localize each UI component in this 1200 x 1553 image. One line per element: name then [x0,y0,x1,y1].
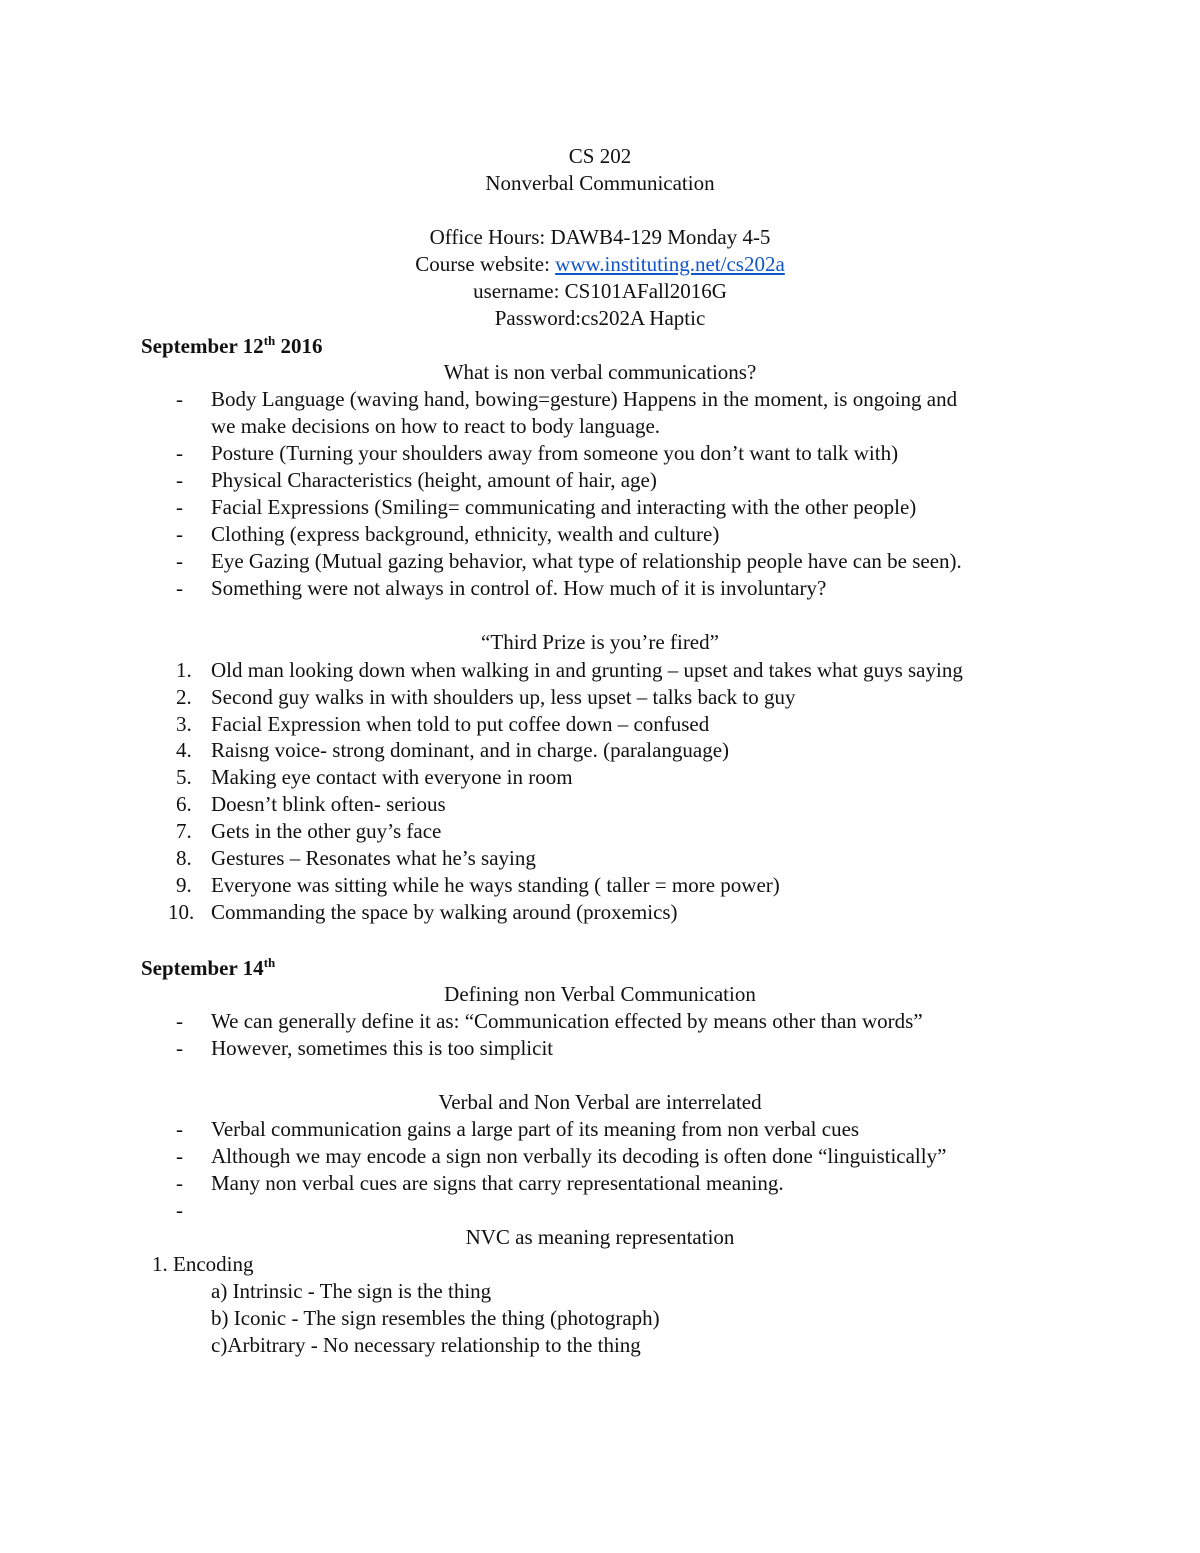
date-heading-sept14 [141,955,275,982]
bullet-dash: - [176,1036,183,1060]
bullet-dash: - [176,441,183,465]
list-item: Posture (Turning your shoulders away from someone you don’t want to talk with) [211,441,899,465]
list-number: 10. [168,900,195,924]
list-number: 5. [176,765,192,789]
section-heading: Defining non Verbal Communication [444,982,756,1006]
numbered-item: Everyone was sitting while he ways standing ( taller = more power) [211,873,780,897]
website-label: Course website: [415,252,556,276]
bullet-dash: - [176,522,183,546]
bullet-dash: - [176,1144,183,1168]
list-item: Something were not always in control of. How much of it is involuntary? [211,576,827,600]
list-number: 8. [176,846,192,870]
encoding-item: b) Iconic - The sign resembles the thing (photograph) [211,1306,660,1330]
course-subject: Nonverbal Communication [485,171,715,195]
bullet-dash: - [176,1198,183,1222]
date-heading-sept12 [141,333,323,360]
list-item: Although we may encode a sign non verbally its decoding is often done “linguistically” [211,1144,947,1168]
list-number: 6. [176,792,192,816]
bullet-dash: - [176,576,183,600]
list-item: Eye Gazing (Mutual gazing behavior, what type of relationship people have can be seen). [211,549,962,573]
list-number: 7. [176,819,192,843]
numbered-item: Raisng voice- strong dominant, and in charge. (paralanguage) [211,738,730,762]
bullet-dash: - [176,468,183,492]
bullet-dash: - [176,549,183,573]
numbered-item: Second guy walks in with shoulders up, less upset – talks back to guy [211,685,796,709]
list-item: Many non verbal cues are signs that carry representational meaning. [211,1171,784,1195]
date-suffix: th [263,955,276,970]
list-item: Verbal communication gains a large part of its meaning from non verbal cues [211,1117,860,1141]
list-item-continuation: we make decisions on how to react to body language. [211,414,661,438]
encoding-item: c)Arbitrary - No necessary relationship to the thing [211,1333,641,1357]
section-heading: Verbal and Non Verbal are interrelated [438,1090,762,1114]
numbered-item: Gets in the other guy’s face [211,819,442,843]
numbered-item: Old man looking down when walking in and grunting – upset and takes what guys saying [211,658,963,682]
list-item: Facial Expressions (Smiling= communicating and interacting with the other people) [211,495,917,519]
video-title: “Third Prize is you’re fired” [481,630,719,654]
course-code: CS 202 [568,144,632,168]
encoding-heading: 1. Encoding [152,1252,254,1276]
list-number: 2. [176,685,192,709]
password: Password:cs202A Haptic [494,306,706,330]
bullet-dash: - [176,1009,183,1033]
username: username: CS101AFall2016G [473,279,727,303]
numbered-item: Commanding the space by walking around (proxemics) [211,900,678,924]
date-suffix: th [263,333,276,348]
bullet-dash: - [176,1171,183,1195]
list-item: However, sometimes this is too simplicit [211,1036,554,1060]
date-main: September 14 [141,956,264,980]
list-item: Body Language (waving hand, bowing=gesture) Happens in the moment, is ongoing and [211,387,958,411]
list-number: 1. [176,658,192,682]
list-number: 9. [176,873,192,897]
list-item: We can generally define it as: “Communication effected by means other than words” [211,1009,923,1033]
bullet-dash: - [176,495,183,519]
office-hours: Office Hours: DAWB4-129 Monday 4-5 [429,225,771,249]
list-number: 4. [176,738,192,762]
list-item: Physical Characteristics (height, amount of hair, age) [211,468,657,492]
numbered-item: Doesn’t blink often- serious [211,792,446,816]
date-main: September 12 [141,334,264,358]
bullet-dash: - [176,1117,183,1141]
encoding-item: a) Intrinsic - The sign is the thing [211,1279,492,1303]
course-website [0,251,1200,278]
numbered-item: Gestures – Resonates what he’s saying [211,846,536,870]
website-link[interactable]: www.instituting.net/cs202a [555,252,785,276]
list-number: 3. [176,712,192,736]
numbered-item: Making eye contact with everyone in room [211,765,573,789]
section-heading: What is non verbal communications? [443,360,757,384]
section-heading: NVC as meaning representation [465,1225,735,1249]
date-year: 2016 [275,334,323,358]
numbered-item: Facial Expression when told to put coffee down – confused [211,712,710,736]
list-item: Clothing (express background, ethnicity, wealth and culture) [211,522,720,546]
bullet-dash: - [176,387,183,411]
